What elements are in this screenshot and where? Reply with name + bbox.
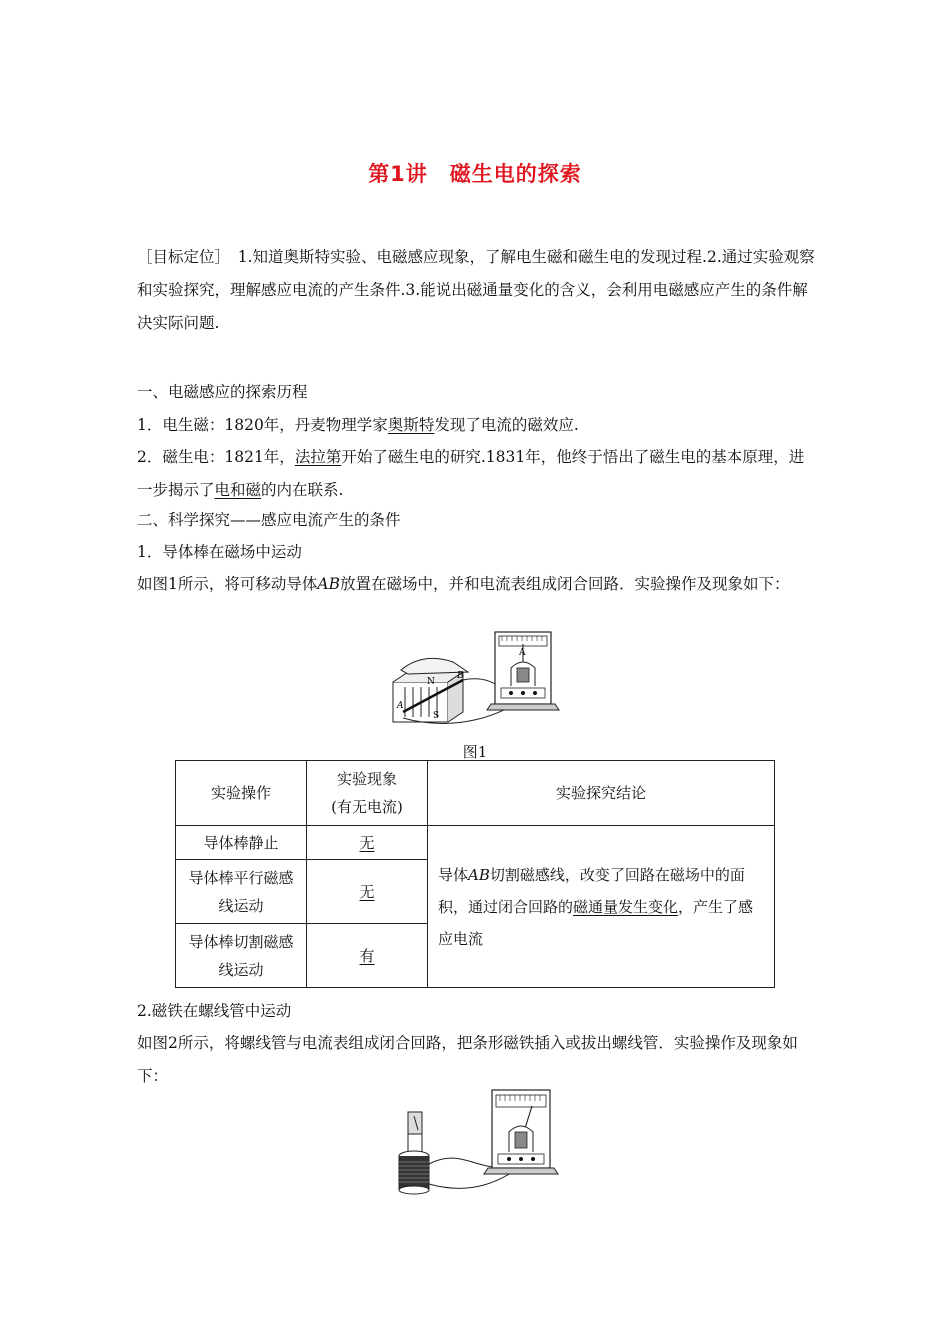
label-n: N (427, 677, 435, 687)
item-text: 2．磁生电：1821年， (137, 448, 295, 466)
section-2-heading: 二、科学探究——感应电流产生的条件 (137, 511, 401, 529)
section-1-item-2 (137, 441, 817, 507)
conductor-label: AB (468, 865, 490, 884)
label-b: B (457, 671, 464, 681)
figure-2-intro: 如图2所示，将螺线管与电流表组成闭合回路，把条形磁铁插入或拔出螺线管．实验操作及现象如下： (137, 1034, 798, 1085)
goal-text: 1.知道奥斯特实验、电磁感应现象，了解电生磁和磁生电的发现过程.2.通过实验观察和实验探究，理解感应电流的产生条件.3.能说出磁通量变化的含义，会利用电磁感应产生的条件解决实际问题. (137, 248, 815, 332)
row-result (307, 924, 428, 988)
header-phenomenon (307, 761, 428, 826)
goal-label: ［目标定位］ (137, 248, 223, 266)
header-conclusion: 实验探究结论 (428, 761, 775, 826)
label-s: S (433, 711, 440, 721)
figure-1-caption: 图1 (462, 743, 488, 761)
figure-1-illustration (383, 622, 573, 732)
answer-blank: 法拉第 (294, 448, 342, 466)
item-text: 1．电生磁：1820年，丹麦物理学家 (137, 416, 388, 434)
conductor-label: AB (317, 575, 340, 593)
figure-2-illustration (392, 1086, 572, 1201)
row-result (307, 826, 428, 860)
item-text: 开始了磁生电的研究.1831年，他终于悟出了磁生电的基本原理，进一步揭示了 (137, 448, 805, 499)
row-operation: 导体棒平行磁感线运动 (176, 860, 307, 924)
item-text: 发现了电流的磁效应. (434, 416, 579, 434)
result-value: 无 (359, 882, 375, 901)
section-1-heading: 一、电磁感应的探索历程 (137, 383, 308, 401)
row-result (307, 860, 428, 924)
conclusion-text: ，产生了感应电流 (438, 897, 754, 948)
section-1-item-1 (137, 409, 817, 442)
row-operation: 导体棒切割磁感线运动 (176, 924, 307, 988)
item-text: 的内在联系. (261, 481, 344, 499)
intro-text: 如图1所示，将可移动导体 (137, 575, 318, 593)
result-value: 有 (359, 946, 375, 965)
header-phenomenon-line2: (有无电流) (331, 798, 403, 816)
row-operation: 导体棒静止 (176, 826, 307, 860)
answer-blank: 奥斯特 (387, 416, 435, 434)
conclusion-text: 导体 (438, 865, 469, 884)
result-value: 无 (359, 833, 375, 852)
conclusion-text: 切割磁感线，改变了回路在磁场中的面积，通过闭合回路的 (438, 865, 745, 916)
label-a: A (397, 701, 404, 711)
subsection-2-heading: 2.磁铁在螺线管中运动 (137, 1002, 292, 1020)
meter-label: A (519, 648, 526, 658)
page-title: 第1讲 磁生电的探索 (368, 162, 582, 186)
intro-text: 放置在磁场中，并和电流表组成闭合回路．实验操作及现象如下： (339, 575, 790, 593)
figure-1-intro (137, 568, 817, 601)
conclusion-cell (428, 826, 775, 988)
header-phenomenon-line1: 实验现象 (336, 770, 397, 788)
experiment-table (175, 760, 775, 988)
subsection-1-heading: 1．导体棒在磁场中运动 (137, 543, 302, 561)
answer-blank: 磁通量发生变化 (573, 897, 679, 916)
header-operation: 实验操作 (176, 761, 307, 826)
answer-blank: 电和磁 (214, 481, 262, 499)
learning-goals (137, 241, 817, 340)
